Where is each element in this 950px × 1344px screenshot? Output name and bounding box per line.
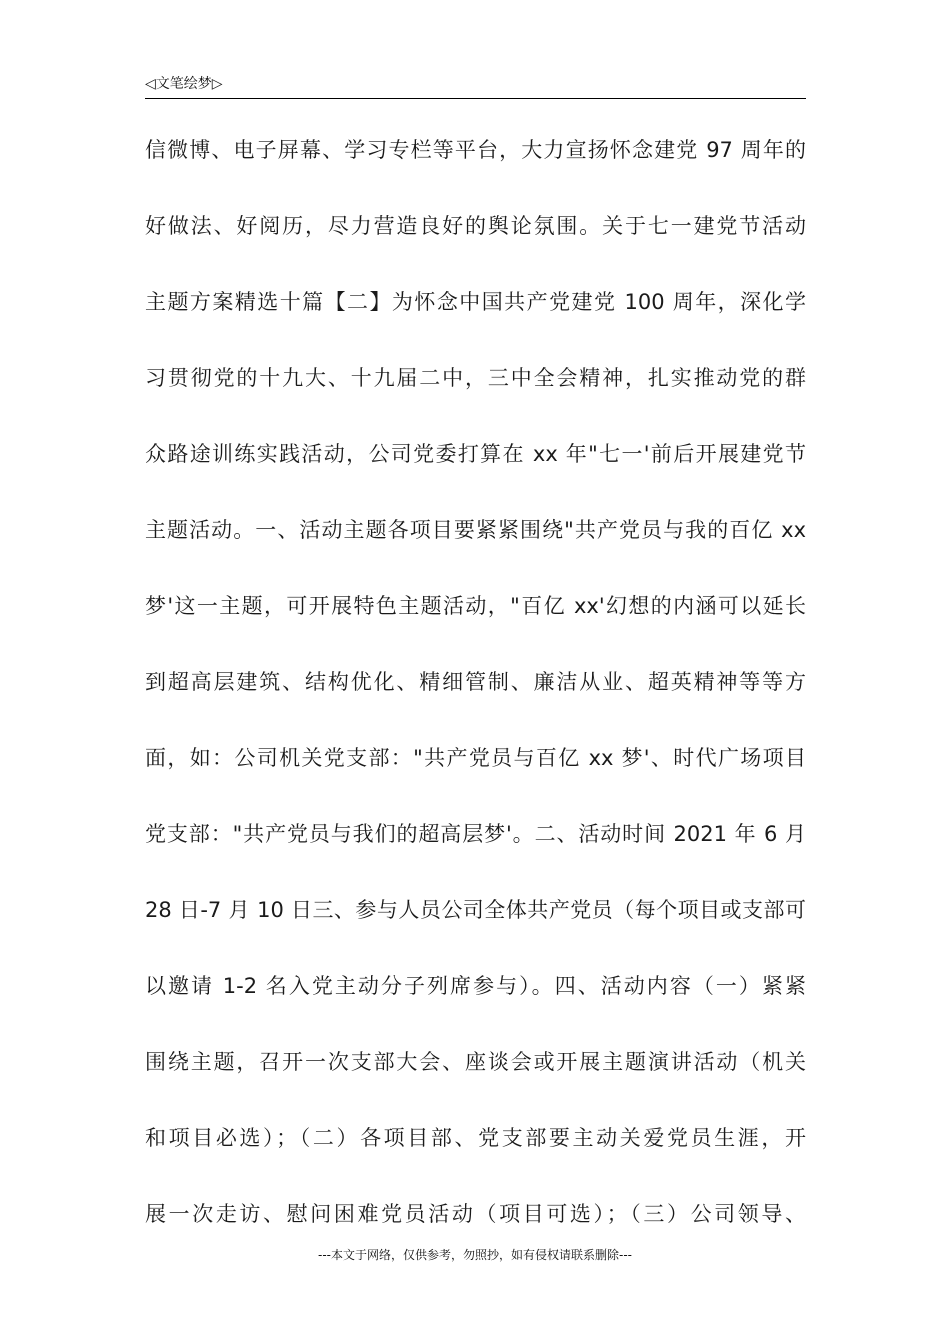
- text-line: 和项目必选）；（二）各项目部、党支部要主动关爱党员生涯，开: [145, 1126, 806, 1150]
- text-line: 好做法、好阅历，尽力营造良好的舆论氛围。关于七一建党节活动: [145, 214, 806, 238]
- text-line: 主题活动。一、活动主题各项目要紧紧围绕"共产党员与我的百亿 xx: [145, 518, 806, 542]
- text-line: 党支部："共产党员与我们的超高层梦'。二、活动时间 2021 年 6 月: [145, 822, 806, 846]
- page-footer: ---本文于网络，仅供参考，勿照抄，如有侵权请联系删除---: [318, 1248, 632, 1262]
- text-line: 信微博、电子屏幕、学习专栏等平台，大力宣扬怀念建党 97 周年的: [145, 138, 806, 162]
- text-line: 众路途训练实践活动，公司党委打算在 xx 年"七一'前后开展建党节: [145, 442, 806, 466]
- text-line: 主题方案精选十篇【二】为怀念中国共产党建党 100 周年，深化学: [145, 290, 806, 314]
- text-line: 习贯彻党的十九大、十九届二中，三中全会精神，扎实推动党的群: [145, 366, 806, 390]
- header-title: ◁文笔绘梦▷: [145, 76, 223, 92]
- text-line: 梦'这一主题，可开展特色主题活动，"百亿 xx'幻想的内涵可以延长: [145, 594, 806, 618]
- document-body: [145, 124, 806, 1264]
- text-line: 围绕主题，召开一次支部大会、座谈会或开展主题演讲活动（机关: [145, 1050, 806, 1074]
- page-header: [145, 72, 806, 99]
- text-line: 到超高层建筑、结构优化、精细管制、廉洁从业、超英精神等等方: [145, 670, 806, 694]
- text-line: 面，如：公司机关党支部："共产党员与百亿 xx 梦'、时代广场项目: [145, 746, 806, 770]
- text-line: 展一次走访、慰问困难党员活动（项目可选）；（三）公司领导、: [145, 1202, 806, 1226]
- text-line: 以邀请 1-2 名入党主动分子列席参与）。四、活动内容（一）紧紧: [145, 974, 806, 998]
- text-line: 28 日-7 月 10 日三、参与人员公司全体共产党员（每个项目或支部可: [145, 898, 806, 922]
